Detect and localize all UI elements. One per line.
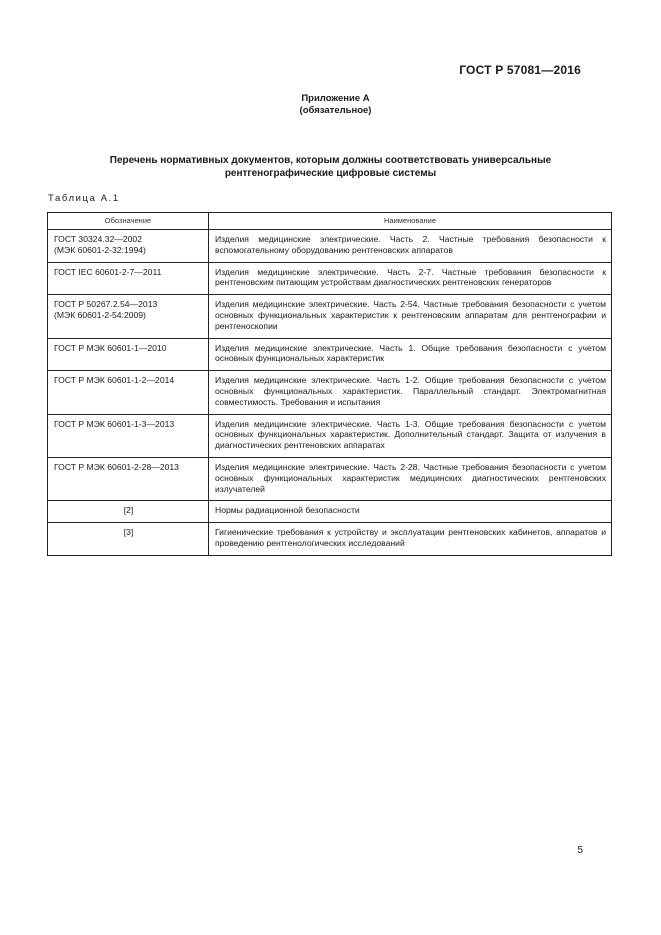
name-cell: Изделия медицинские электрические. Часть 2. Частные требования безопасности к вспомогательному оборудованию рентгеновских аппаратов [209, 230, 612, 263]
name-cell: Нормы радиационной безопасности [209, 501, 612, 523]
name-cell: Гигиенические требования к устройству и эксплуатации рентгеновских кабинетов, аппаратов и проведению рентгенологических исследований [209, 523, 612, 556]
designation-text: ГОСТ 30324.32—2002 [54, 234, 142, 244]
standard-code-header: ГОСТ Р 57081—2016 [459, 63, 581, 77]
designation-extra-text: (МЭК 60601-2-32:1994) [54, 244, 146, 255]
document-title-line-1: Перечень нормативных документов, которым должны соответствовать универсальные [109, 155, 552, 166]
page-number: 5 [577, 845, 583, 856]
annex-status: (обязательное) [299, 105, 372, 116]
designation-cell [48, 262, 209, 295]
designation-cell [48, 338, 209, 371]
designation-cell [48, 501, 209, 523]
table-row [48, 371, 612, 414]
designation-cell [48, 295, 209, 338]
designation-text: ГОСТ Р 50267.2.54—2013 [54, 299, 158, 310]
designation-extra-text: (МЭК 60601-2-54:2009) [54, 309, 146, 320]
column-header-designation: Обозначение [48, 213, 209, 230]
designation-cell [48, 371, 209, 414]
table-row [48, 338, 612, 371]
column-header-name: Наименование [209, 213, 612, 230]
designation-cell [48, 230, 209, 263]
designation-text: ГОСТ Р МЭК 60601-1-2—2014 [54, 375, 175, 386]
designation-text: ГОСТ Р МЭК 60601-2-28—2013 [54, 461, 179, 472]
name-cell: Изделия медицинские электрические. Часть 1-3. Общие требования безопасности с учетом основных функциональных характеристик. Дополнительный стандарт. Защита от излучения в диагностических рентгеновских аппаратах [209, 414, 612, 457]
name-cell: Изделия медицинские электрические. Часть 1-2. Общие требования безопасности с учетом основных функциональных характеристик. Параллельный стандарт. Электромагнитная совместимость. Требования и испытания [209, 371, 612, 414]
table-row [48, 457, 612, 500]
annex-title: Приложение А [301, 93, 370, 104]
designation-text: [2] [123, 505, 134, 516]
annex-heading [0, 93, 661, 117]
designation-text: [3] [123, 527, 134, 538]
table-caption: Таблица А.1 [48, 193, 120, 204]
document-title [40, 154, 621, 180]
designation-text: ГОСТ Р МЭК 60601-1—2010 [54, 342, 167, 353]
normative-documents-table [47, 212, 612, 556]
table-row [48, 262, 612, 295]
table-row [48, 523, 612, 556]
document-title-line-2: рентгенографические цифровые системы [224, 168, 437, 179]
name-cell: Изделия медицинские электрические. Часть 2-7. Частные требования безопасности к рентгеновским питающим устройствам диагностических рентгеновских генераторов [209, 262, 612, 295]
designation-cell [48, 523, 209, 556]
table-header-row [48, 213, 612, 230]
name-cell: Изделия медицинские электрические. Часть 2-54. Частные требования безопасности с учетом основных функциональных характеристик к рентгеновским аппаратам для рентгенографии и рентгеноскопии [209, 295, 612, 338]
designation-text: ГОСТ Р МЭК 60601-1-3—2013 [54, 418, 175, 429]
table-row [48, 501, 612, 523]
name-cell: Изделия медицинские электрические. Часть 2-28. Частные требования безопасности с учетом основных функциональных характеристик медицинских диагностических рентгеновских излучателей [209, 457, 612, 500]
designation-cell [48, 414, 209, 457]
table-row [48, 414, 612, 457]
table-row [48, 230, 612, 263]
table-row [48, 295, 612, 338]
designation-text: ГОСТ IEC 60601-2-7—2011 [54, 266, 162, 277]
name-cell: Изделия медицинские электрические. Часть 1. Общие требования безопасности с учетом основных функциональных характеристик [209, 338, 612, 371]
designation-cell [48, 457, 209, 500]
